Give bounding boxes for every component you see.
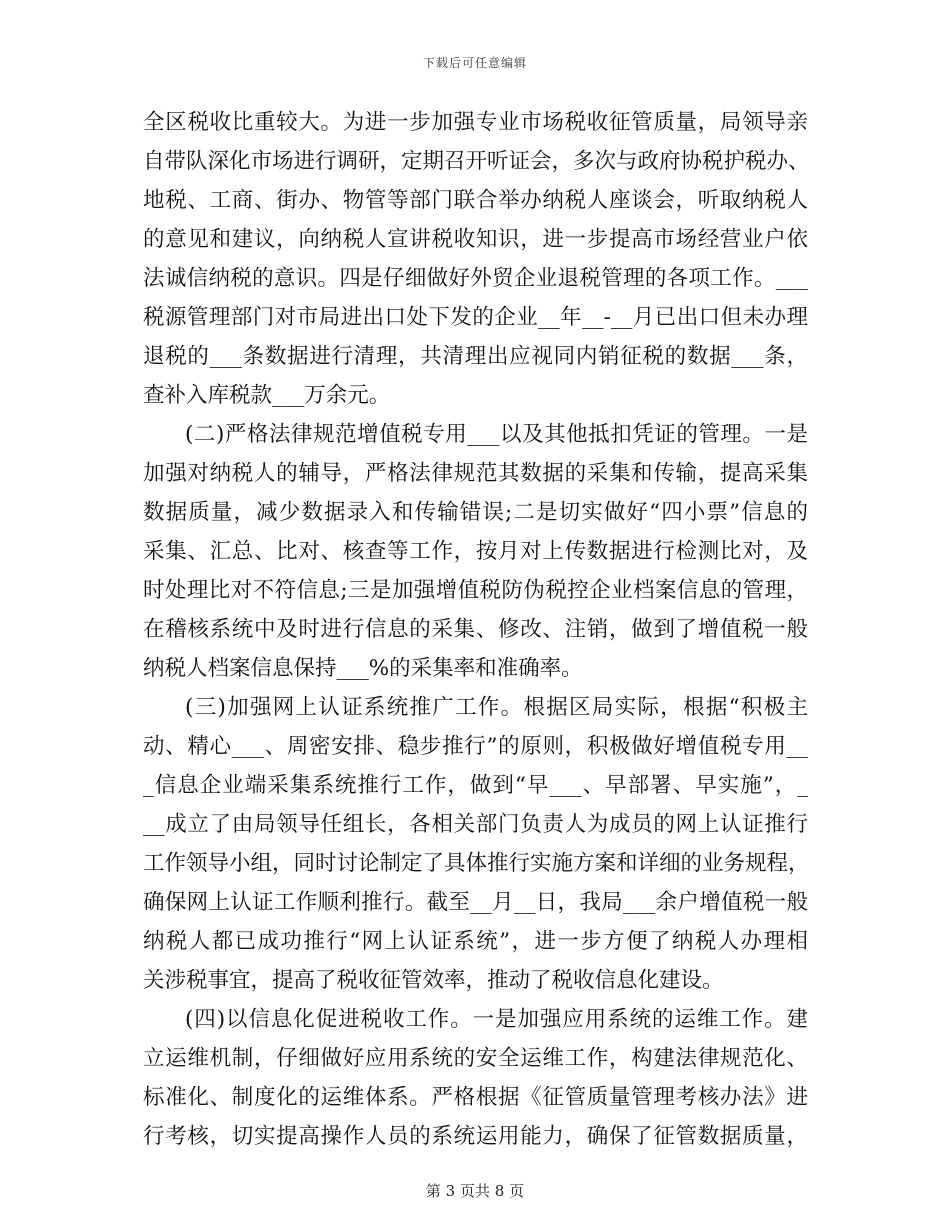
text-line: 工作领导小组，同时讨论制定了具体推行实施方案和详细的业务规程， <box>143 851 810 876</box>
paragraph-start-line: (四)以信息化促进税收工作。一是加强应用系统的运维工作。建 <box>185 1007 808 1032</box>
body-text <box>143 103 808 1156</box>
text-line: 纳税人档案信息保持___%的采集率和准确率。 <box>143 656 583 681</box>
text-line: 加强对纳税人的辅导，严格法律规范其数据的采集和传输，提高采集 <box>143 461 808 486</box>
paragraph-start-line: (二)严格法律规范增值税专用___以及其他抵扣凭证的管理。一是 <box>185 422 808 447</box>
text-line: 退税的___条数据进行清理，共清理出应视同内销征税的数据___条， <box>143 344 808 369</box>
text-line: 查补入库税款___万余元。 <box>143 383 391 408</box>
text-line: 纳税人都已成功推行“网上认证系统”，进一步方便了纳税人办理相 <box>143 929 808 954</box>
text-line: 标准化、制度化的运维体系。严格根据《征管质量管理考核办法》进 <box>143 1085 808 1110</box>
text-line: 在稽核系统中及时进行信息的采集、修改、注销，做到了增值税一般 <box>143 617 808 642</box>
text-line: 关涉税事宜，提高了税收征管效率，推动了税收信息化建设。 <box>143 968 724 993</box>
text-line: 数据质量，减少数据录入和传输错误;二是切实做好“四小票”信息的 <box>143 500 808 525</box>
text-line: 全区税收比重较大。为进一步加强专业市场税收征管质量，局领导亲 <box>143 110 808 135</box>
page-footer: 第 3 页共 8 页 <box>425 1182 525 1200</box>
text-line: 确保网上认证工作顺利推行。截至__月__日，我局___余户增值税一般 <box>143 890 808 915</box>
text-line: 的意见和建议，向纳税人宣讲税收知识，进一步提高市场经营业户依 <box>143 227 808 252</box>
text-line: 税源管理部门对市局进出口处下发的企业__年__-__月已出口但未办理 <box>143 305 808 330</box>
page-header: 下载后可任意编辑 <box>422 56 527 70</box>
paragraph-start-line: (三)加强网上认证系统推广工作。根据区局实际，根据“积极主 <box>185 695 808 720</box>
text-line: 法诚信纳税的意识。四是仔细做好外贸企业退税管理的各项工作。___ <box>143 266 808 291</box>
text-line: 地税、工商、街办、物管等部门联合举办纳税人座谈会，听取纳税人 <box>143 188 808 213</box>
text-line: 时处理比对不符信息;三是加强增值税防伪税控企业档案信息的管理， <box>143 578 808 603</box>
text-line: 行考核，切实提高操作人员的系统运用能力，确保了征管数据质量， <box>143 1124 808 1149</box>
text-line: 立运维机制，仔细做好应用系统的安全运维工作，构建法律规范化、 <box>143 1046 808 1071</box>
text-line: __成立了由局领导任组长，各相关部门负责人为成员的网上认证推行 <box>143 812 808 837</box>
text-line: 自带队深化市场进行调研，定期召开听证会，多次与政府协税护税办、 <box>143 149 810 174</box>
text-line: 采集、汇总、比对、核查等工作，按月对上传数据进行检测比对，及 <box>143 539 808 564</box>
text-line: 动、精心___、周密安排、稳步推行”的原则，积极做好增值税专用__ <box>143 734 808 759</box>
text-line: _信息企业端采集系统推行工作，做到“早___、早部署、早实施”，_ <box>143 773 808 798</box>
